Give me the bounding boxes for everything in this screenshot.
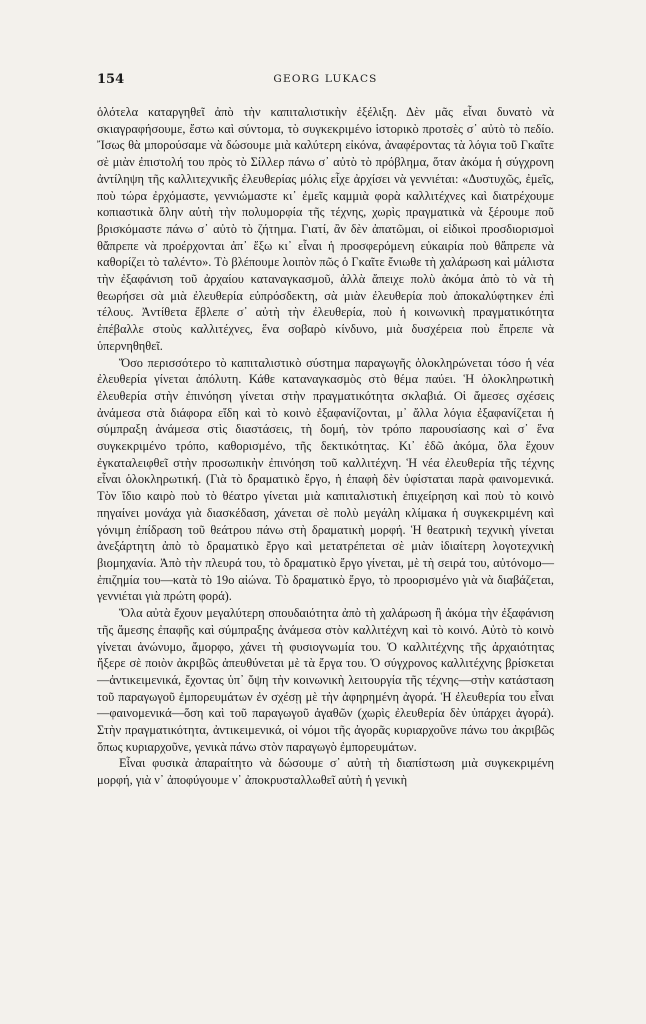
paragraph: Εἶναι φυσικὰ ἀπαραίτητο νὰ δώσουμε σ᾽ αὐτὴ τὴ διαπίστωση μιὰ συγκεκριμένη μορφή, γιὰ ν᾽ ἀποφύγουμε ν᾽ ἀποκρυσταλλωθεῖ αὐτὴ ἡ γενικὴ: [97, 756, 554, 788]
page-number: 154: [97, 72, 125, 87]
running-head: GEORG LUKACS: [273, 73, 378, 85]
paragraph: Ὅσο περισσότερο τὸ καπιταλιστικὸ σύστημα παραγωγῆς ὁλοκληρώνεται τόσο ἡ νέα ἐλευθερία γίνεται ἀπόλυτη. Κάθε καταναγκασμὸς στὸ θέμα παύει. Ἡ ὁλοκληρωτικὴ ἐλευθερία στὴν ἐπινόηση γίνεται στὴν πραγματικότητα σκλαβιά. Οἱ ἄμεσες σχέσεις ἀνάμεσα στὰ διάφορα εἴδη καὶ τὸ κοινὸ ἐξαφανίζονται, μ᾽ ἄλλα λόγια ἐξαφανίζεται ἡ σύμπραξη ἀνάμεσα στὶς διαστάσεις, τὴ δομή, τὸν τρόπο παρουσίασης καὶ σ᾽ ἕνα συγκεκριμένο τρόπο, καθορισμένο, τῆς δεκτικότητας. Κι᾽ ἐδῶ ἀκόμα, ὅλα ἔχουν ἐγκαταλειφθεῖ στὴν προσωπικὴν ἐπινόηση τοῦ καλλιτέχνη. Ἡ νέα ἐλευθερία τῆς τέχνης εἶναι ὁλοκληρωτική. (Γιὰ τὸ δραματικὸ ἔργο, ἡ ἐπαφὴ δὲν ὑφίσταται παρὰ φαινομενικά. Τὸν ἴδιο καιρὸ ποὺ τὸ θέατρο γίνεται μιὰ καπιταλιστικὴ ἐπιχείρηση καὶ ποὺ τὸ κοινὸ πηγαίνει μονάχα γιὰ διασκέδαση, χάνεται σὲ πολὺ μεγάλη κλίμακα ἡ συγκεκριμένη καὶ γόνιμη ἐπίδραση τοῦ θεάτρου πάνω στὴ δραματικὴ μορφή. Ἡ θεατρικὴ τεχνικὴ γίνεται ἀνεξάρτητη ἀπὸ τὸ δραματικὸ ἔργο καὶ μετατρέπεται σὲ μιὰν ἰδιαίτερη λογοτεχνικὴ βιομηχανία. Ἀπὸ τὴν πλευρά του, τὸ δραματικὸ ἔργο γίνεται, μὲ τὴ σειρά του, αὐτόνομο—ἐπιζημία του—κατὰ τὸ 19ο αἰώνα. Τὸ δραματικὸ ἔργο, τὸ προορισμένο γιὰ νὰ διαβάζεται, γεννιέται γιὰ πρώτη φορά).: [97, 355, 554, 604]
page-header: [97, 72, 554, 92]
paragraph: ὁλότελα καταργηθεῖ ἀπὸ τὴν καπιταλιστικὴν ἐξέλιξη. Δὲν μᾶς εἶναι δυνατὸ νὰ σκιαγραφήσουμε, ἔστω καὶ σύντομα, τὸ συγκεκριμένο ἱστορικὸ προτσὲς σ᾽ αὐτὸ τὸ πεδίο. Ἴσως θὰ μπορούσαμε νὰ δώσουμε μιὰ καλύτερη εἰκόνα, ἀναφέροντας τὰ λόγια τοῦ Γκαῖτε σὲ μιὰν ἐπιστολή του πρὸς τὸ Σίλλερ πάνω σ᾽ αὐτὸ τὸ πρόβλημα, ὅταν ἀκόμα ἡ σύγχρονη ἀντίληψη τῆς καλλιτεχνικῆς ἐλευθερίας μόλις εἶχε ἀρχίσει νὰ γεννιέται: «Δυστυχῶς, ἐμεῖς, ποὺ τώρα ἐρχόμαστε, γεννιώμαστε κι᾽ ἐμεῖς καμμιὰ φορὰ καλλιτέχνες καὶ διατρέχουμε κοπιαστικὰ ὅλην αὐτὴ τὴν πολυμορφία τῆς τέχνης, χωρὶς πραγματικὰ νὰ ξέρουμε ποῦ βρισκόμαστε πάνω σ᾽ αὐτὸ τὸ ζήτημα. Γιατί, ἂν δὲν ἀπατῶμαι, οἱ εἰδικοὶ προσδιορισμοὶ θἄπρεπε νὰ προέρχονται ἀπ᾽ ἔξω κι᾽ εἶναι ἡ προσφερόμενη εὐκαιρία ποὺ θἄπρεπε νὰ καθορίζει τὸ ταλέντο». Τὸ βλέπουμε λοιπὸν πῶς ὁ Γκαῖτε ἔνιωθε τὴ χαλάρωση καὶ μάλιστα τὴν ἐξαφάνιση τοῦ ἀρχαίου καταναγκασμοῦ, ἀλλὰ ἄπειχε πολὺ ἀκόμα ἀπὸ τὸ νὰ τὴ θεωρήσει σὰ μιὰ ἐλευθερία εὐπρόσδεκτη, σὰ μιὰν ἐλευθερία ποὺ ἀποκαλύφτηκεν ἐπὶ τέλους. Ἀντίθετα ἔβλεπε σ᾽ αὐτὴ τὴν ἐλευθερία, ποὺ ἡ κοινωνικὴ πραγματικότητα ἐπέβαλλε στοὺς καλλιτέχνες, ἕνα σοβαρὸ κίνδυνο, μιὰ δυσχέρεια ποὺ ἔπρεπε νὰ ὑπερνηθηθεῖ.: [97, 105, 554, 353]
paragraph: Ὅλα αὐτὰ ἔχουν μεγαλύτερη σπουδαιότητα ἀπὸ τὴ χαλάρωση ἢ ἀκόμα τὴν ἐξαφάνιση τῆς ἄμεσης ἐπαφῆς καὶ σύμπραξης ἀνάμεσα στὸν καλλιτέχνη καὶ τὸ κοινό. Αὐτὸ τὸ κοινὸ γίνεται ἀνώνυμο, ἄμορφο, χάνει τὴ φυσιογνωμία του. Ὁ καλλιτέχνης τῆς ἀρχαιότητας ἤξερε σὲ ποιὸν ἀκριβῶς ἀπευθύνεται μὲ τὰ ἔργα του. Ὁ σύγχρονος καλλιτέχνης βρίσκεται—ἀντικειμενικά, ἔχοντας ὑπ᾽ ὄψη τὴν κοινωνικὴ λειτουργία τῆς τέχνης—στὴν κατάσταση τοῦ παραγωγοῦ ἐμπορευμάτων ἐν σχέσῃ μὲ τὴν ἀφηρημένη ἀγορά. Ἡ ἐλευθερία του εἶναι—φαινομενικά—ὅση καὶ τοῦ παραγωγοῦ ἀγαθῶν (χωρὶς ἐλευθερία δὲν ὑπάρχει ἀγορά). Στὴν πραγματικότητα, ἀντικειμενικά, οἱ νόμοι τῆς ἀγορᾶς κυριαρχοῦνε πάνω του ἀκριβῶς ὅπως κυριαρχοῦνε, γενικὰ πάνω στὸν παραγωγὸ ἐμπορευμάτων.: [97, 606, 554, 754]
body-text: [97, 104, 554, 789]
